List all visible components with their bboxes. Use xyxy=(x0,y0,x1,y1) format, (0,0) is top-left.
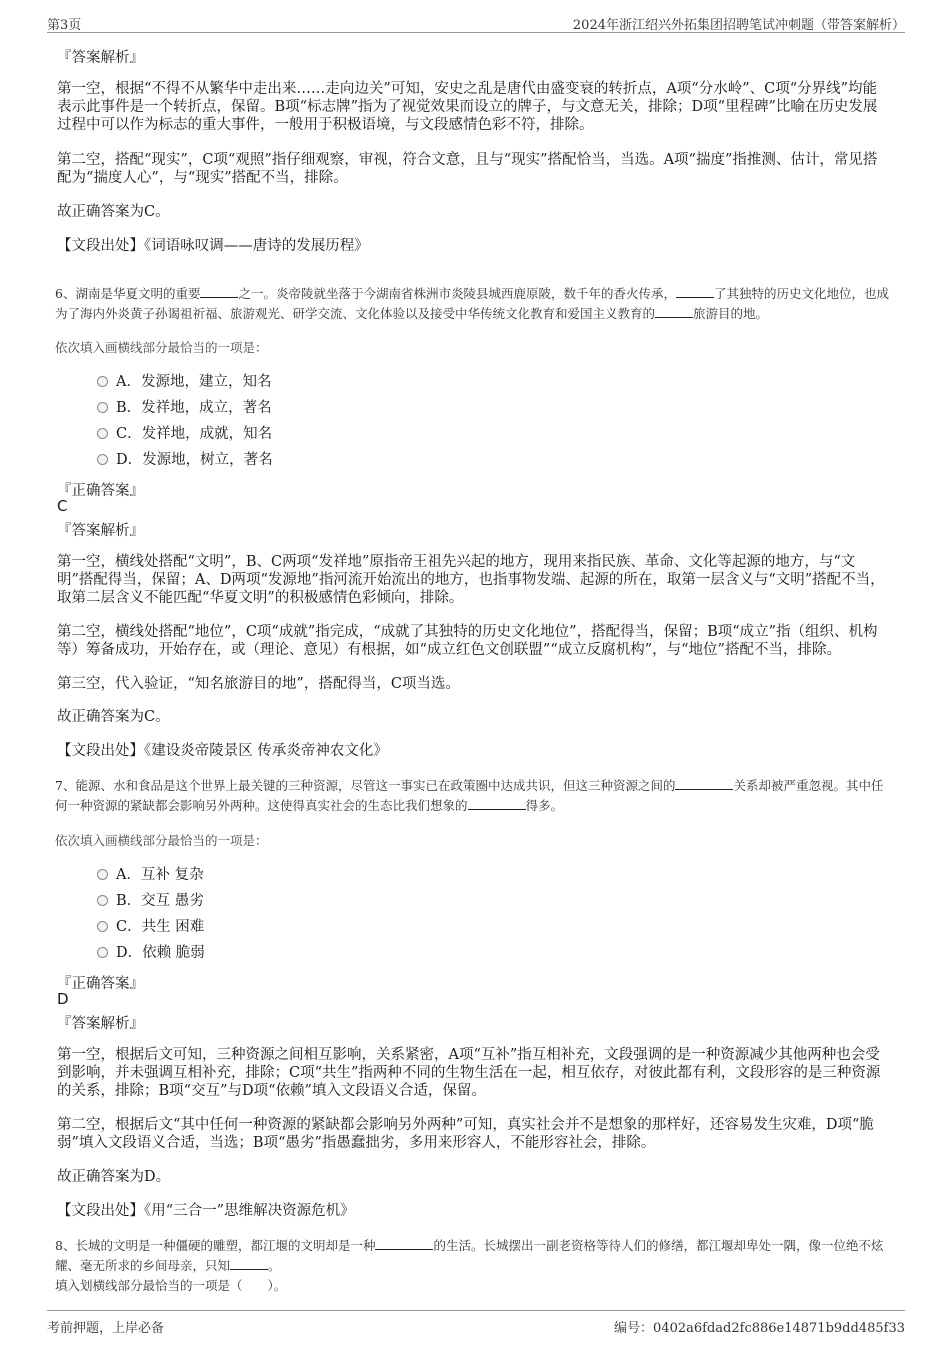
q5-analysis-p1: 第一空，根据“不得不从繁华中走出来……走向边关”可知，安史之乱是唐代由盛变衰的转折点，A项“分水岭”、C项“分界线”均能表示此事件是一个转折点，保留。B项“标志牌”指为了视觉效果而设立的牌子，与文意无关，排除；D项“里程碑”比喻在历史发展过程中可以作为标志的重大事件，一般用于积极语境，与文段感情色彩不符，排除。 xyxy=(57,81,878,133)
radio-icon[interactable] xyxy=(97,454,108,465)
blank xyxy=(200,285,238,298)
q7-correct-label: 『正确答案』 xyxy=(57,976,144,992)
q7-instruction: 依次填入画横线部分最恰当的一项是： xyxy=(55,833,268,848)
q6-source xyxy=(57,742,889,760)
radio-icon[interactable] xyxy=(97,947,108,958)
blank xyxy=(655,305,693,318)
q7-analysis-p2: 第二空，根据后文“其中任何一种资源的紧缺都会影响另外两种”可知，真实社会并不是想象的那样好，还容易发生灾难，D项“脆弱”填入文段语义合适，当选；B项“愚劣”指愚蠢拙劣，多用来形容人，不能形容社会，排除。 xyxy=(57,1117,874,1151)
radio-icon[interactable] xyxy=(97,428,108,439)
q7-answer: D xyxy=(57,990,69,1008)
q6-option-a[interactable]: A．发源地，建立，知名 xyxy=(97,372,271,392)
q7-option-c[interactable]: C．共生 困难 xyxy=(97,917,204,937)
source-label: 【文段出处】 xyxy=(57,743,144,759)
q5-analysis-p2: 第二空，搭配“现实”，C项“观照”指仔细观察，审视，符合文意，且与“现实”搭配恰当，当选。A项“揣度”指推测、估计，常见搭配为“揣度人心”，与“现实”搭配不当，排除。 xyxy=(57,152,878,186)
q6-option-c[interactable]: C．发祥地，成就，知名 xyxy=(97,424,272,444)
document-title: 2024年浙江绍兴外拓集团招聘笔试冲刺题（带答案解析） xyxy=(572,18,905,33)
radio-icon[interactable] xyxy=(97,895,108,906)
q7-source xyxy=(57,1202,889,1220)
document-code: 编号：0402a6fdad2fc886e14871b9dd485f33 xyxy=(614,1321,905,1336)
q7-option-d[interactable]: D．依赖 脆弱 xyxy=(97,943,205,963)
source-text: 《建设炎帝陵景区 传承炎帝神农文化》 xyxy=(144,743,388,759)
q6-analysis-label: 『答案解析』 xyxy=(57,523,144,539)
q7-analysis-p1: 第一空，根据后文可知，三种资源之间相互影响，关系紧密，A项“互补”指互相补充，文段强调的是一种资源减少其他两种也会受到影响，并未强调互相补充，排除；C项“共生”指两种不同的生物生活在一起，相互依存，对彼此都有利，文段形容的是三种资源的关系，排除；B项“交互”与D项“依赖”填入文段语义合适，保留。 xyxy=(57,1047,881,1099)
blank xyxy=(675,777,733,790)
q6-conclusion: 故正确答案为C。 xyxy=(57,709,170,725)
q5-source xyxy=(57,237,889,255)
q6-analysis-p2: 第二空，横线处搭配“地位”，C项“成就”指完成，“成就了其独特的历史文化地位”，搭配得当，保留；B项“成立”指（组织、机构等）筹备成功，开始存在，或（理论、意见）有根据，如“成立红色文创联盟”“成立反腐机构”，与“地位”搭配不当，排除。 xyxy=(57,624,878,658)
radio-icon[interactable] xyxy=(97,402,108,413)
blank xyxy=(676,285,714,298)
radio-icon[interactable] xyxy=(97,376,108,387)
source-text: 《词语咏叹调——唐诗的发展历程》 xyxy=(144,238,369,254)
q6-question: 6、湖南是华夏文明的重要 之一。炎帝陵就坐落于今湖南省株洲市炎陵县城西鹿原陂，数千年的香火传承， 了其独特的历史文化地位，也成为了海内外炎黄子孙谒祖祈福、旅游观光、研学交流、文化体验以及接受中华传统文化教育和爱国主义教育的 旅游目的地。 xyxy=(55,286,889,321)
footer-slogan: 考前押题，上岸必备 xyxy=(47,1321,165,1336)
q7-conclusion: 故正确答案为D。 xyxy=(57,1169,171,1185)
page-footer xyxy=(47,1310,905,1339)
q6-analysis-p3: 第三空，代入验证，“知名旅游目的地”，搭配得当，C项当选。 xyxy=(57,676,460,692)
radio-icon[interactable] xyxy=(97,869,108,880)
source-label: 【文段出处】 xyxy=(57,238,144,254)
q5-analysis-label: 『答案解析』 xyxy=(57,50,144,66)
q7-option-b[interactable]: B．交互 愚劣 xyxy=(97,891,204,911)
page-header xyxy=(47,10,905,33)
q6-answer: C xyxy=(57,497,68,515)
q6-analysis-p1: 第一空，横线处搭配“文明”，B、C两项“发祥地”原指帝王祖先兴起的地方，现用来指民族、革命、文化等起源的地方，与“文明”搭配得当，保留；A、D两项“发源地”指河流开始流出的地方，也指事物发端、起源的所在，取第一层含义与“文明”搭配不当，取第二层含义不能匹配“华夏文明”的积极感情色彩倾向，排除。 xyxy=(57,554,885,606)
q6-option-d[interactable]: D．发源地，树立，著名 xyxy=(97,450,273,470)
radio-icon[interactable] xyxy=(97,921,108,932)
q6-instruction: 依次填入画横线部分最恰当的一项是： xyxy=(55,340,268,355)
blank xyxy=(230,1257,268,1270)
q8-question: 8、长城的文明是一种僵硬的雕塑，都江堰的文明却是一种 的生活。长城摆出一副老资格等待人们的修缮，都江堰却卑处一隅，像一位绝不炫耀、毫无所求的乡间母亲，只知 。 xyxy=(55,1238,884,1273)
q7-question: 7、能源、水和食品是这个世界上最关键的三种资源，尽管这一事实已在政策圈中达成共识，但这三种资源之间的 关系却被严重忽视。其中任何一种资源的紧缺都会影响另外两种。这使得真实社会的生态比我们想象的 得多。 xyxy=(55,778,884,813)
q5-conclusion: 故正确答案为C。 xyxy=(57,204,170,220)
blank xyxy=(375,1237,433,1250)
blank xyxy=(468,797,526,810)
q6-correct-label: 『正确答案』 xyxy=(57,483,144,499)
q7-option-a[interactable]: A．互补 复杂 xyxy=(97,865,204,885)
q6-option-b[interactable]: B．发祥地，成立，著名 xyxy=(97,398,272,418)
source-text: 《用“三合一”思维解决资源危机》 xyxy=(144,1203,355,1219)
q7-analysis-label: 『答案解析』 xyxy=(57,1016,144,1032)
source-label: 【文段出处】 xyxy=(57,1203,144,1219)
q8-instruction: 填入划横线部分最恰当的一项是（ ）。 xyxy=(55,1278,287,1293)
page-number: 第3页 xyxy=(47,18,82,33)
